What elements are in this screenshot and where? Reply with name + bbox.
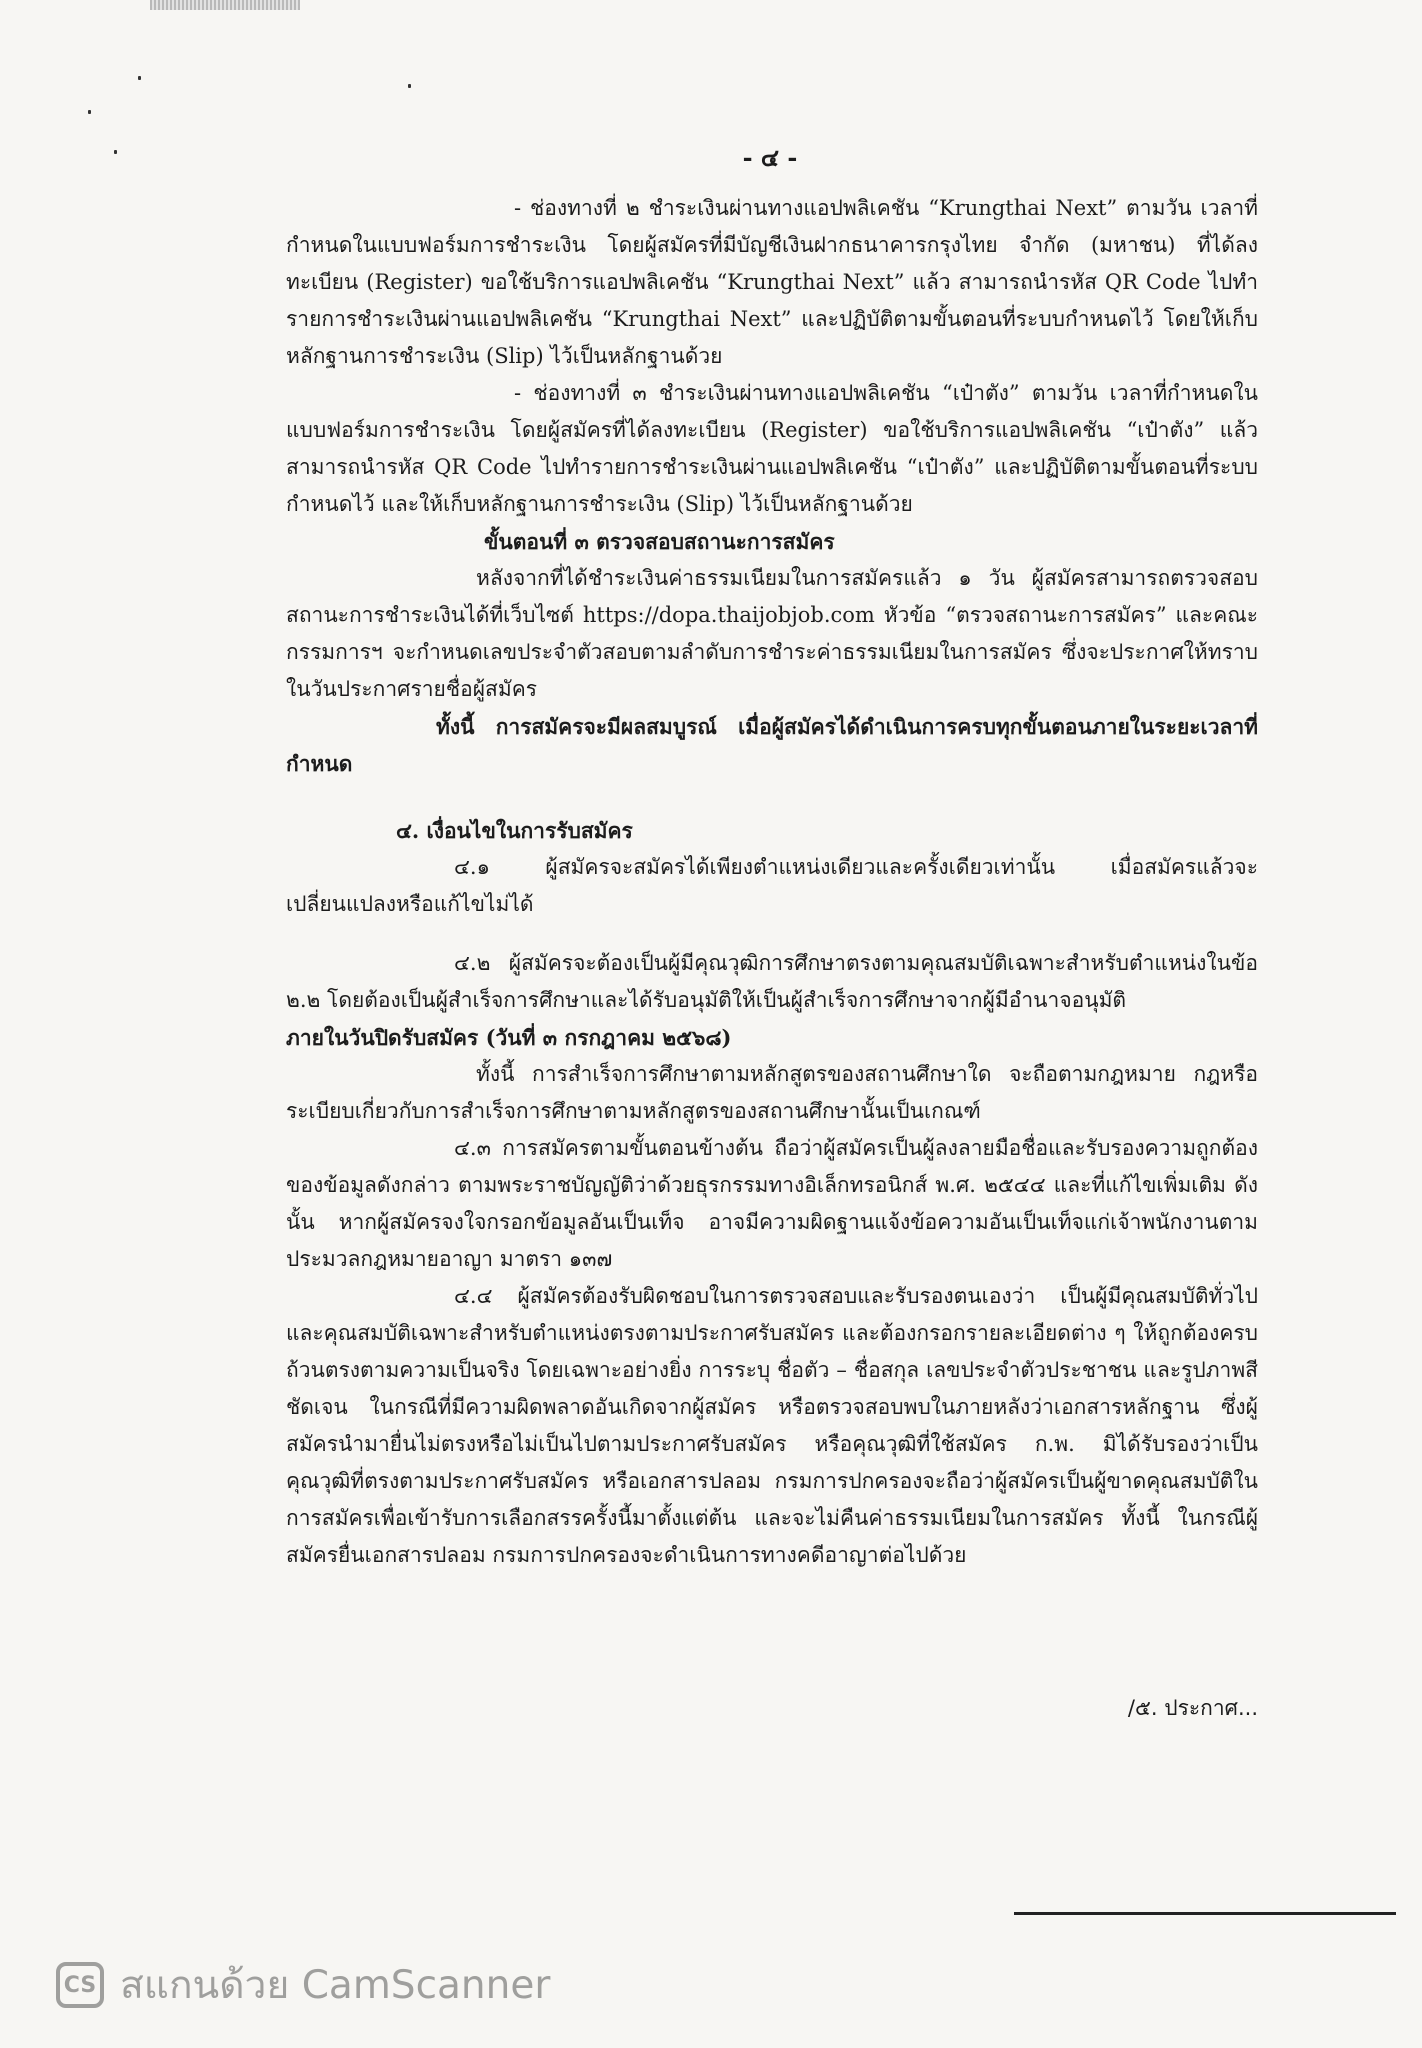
paragraph-channel-2: - ช่องทางที่ ๒ ชำระเงินผ่านทางแอปพลิเคชัน “Krungthai Next” ตามวัน เวลาที่กำหนดในแบบฟอร์มการชำระเงิน โดยผู้สมัครที่มีบัญชีเงินฝากธนาคารกรุงไทย จำกัด (มหาชน) ที่ได้ลงทะเบียน (Register) ขอใช้บริการแอปพลิเคชัน “Krungthai Next” แล้ว สามารถนำรหัส QR Code ไปทำรายการชำระเงินผ่านแอปพลิเคชัน “Krungthai Next” และปฏิบัติตามขั้นตอนที่ระบบกำหนดไว้ โดยให้เก็บหลักฐานการชำระเงิน (Slip) ไว้เป็นหลักฐานด้วย	[286, 196, 1258, 368]
section-4-heading: ๔. เงื่อนไขในการรับสมัคร	[396, 818, 633, 843]
paragraph-4-1: ๔.๑ ผู้สมัครจะสมัครได้เพียงตำแหน่งเดียวและครั้งเดียวเท่านั้น เมื่อสมัครแล้วจะเปลี่ยนแปลงหรือแก้ไขไม่ได้	[286, 855, 1258, 916]
paragraph-4-2-deadline: ภายในวันปิดรับสมัคร (วันที่ ๓ กรกฎาคม ๒๕๖๘)	[286, 1025, 732, 1050]
scan-speck	[114, 150, 117, 154]
watermark-text: สแกนด้วย CamScanner	[120, 1963, 551, 2008]
paragraph-check-status: หลังจากที่ได้ชำระเงินค่าธรรมเนียมในการสมัครแล้ว ๑ วัน ผู้สมัครสามารถตรวจสอบสถานะการชำระเงินได้ที่เว็บไซต์ https://dopa.thaijobjob.com หัวข้อ “ตรวจสถานะการสมัคร” และคณะกรรมการฯ จะกำหนดเลขประจำตัวสอบตามลำดับการชำระค่าธรรมเนียมในการสมัคร ซึ่งจะประกาศให้ทราบในวันประกาศรายชื่อผู้สมัคร	[286, 566, 1258, 701]
camscanner-watermark	[56, 1960, 550, 2010]
paragraph-channel-3: - ช่องทางที่ ๓ ชำระเงินผ่านทางแอปพลิเคชัน “เป๋าตัง” ตามวัน เวลาที่กำหนดในแบบฟอร์มการชำระเงิน โดยผู้สมัครที่ได้ลงทะเบียน (Register) ขอใช้บริการแอปพลิเคชัน “เป๋าตัง” แล้วสามารถนำรหัส QR Code ไปทำรายการชำระเงินผ่านแอปพลิเคชัน “เป๋าตัง” และปฏิบัติตามขั้นตอนที่ระบบกำหนดไว้ และให้เก็บหลักฐานการชำระเงิน (Slip) ไว้เป็นหลักฐานด้วย	[286, 381, 1258, 516]
step-3-heading: ขั้นตอนที่ ๓ ตรวจสอบสถานะการสมัคร	[484, 529, 835, 554]
page-number: - ๔ -	[742, 143, 798, 172]
scan-speck	[88, 110, 91, 114]
paragraph-4-4: ๔.๔ ผู้สมัครต้องรับผิดชอบในการตรวจสอบและรับรองตนเองว่า เป็นผู้มีคุณสมบัติทั่วไปและคุณสมบัติเฉพาะสำหรับตำแหน่งตรงตามประกาศรับสมัคร และต้องกรอกรายละเอียดต่าง ๆ ให้ถูกต้องครบถ้วนตรงตามความเป็นจริง โดยเฉพาะอย่างยิ่ง การระบุ ชื่อตัว – ชื่อสกุล เลขประจำตัวประชาชน และรูปภาพสีชัดเจน ในกรณีที่มีความผิดพลาดอันเกิดจากผู้สมัคร หรือตรวจสอบพบในภายหลังว่าเอกสารหลักฐาน ซึ่งผู้สมัครนำมายื่นไม่ตรงหรือไม่เป็นไปตามประกาศรับสมัคร หรือคุณวุฒิที่ใช้สมัคร ก.พ. มิได้รับรองว่าเป็นคุณวุฒิที่ตรงตามประกาศรับสมัคร หรือเอกสารปลอม กรมการปกครองจะถือว่าผู้สมัครเป็นผู้ขาดคุณสมบัติในการสมัครเพื่อเข้ารับการเลือกสรรครั้งนี้มาตั้งแต่ต้น และจะไม่คืนค่าธรรมเนียมในการสมัคร ทั้งนี้ ในกรณีผู้สมัครยื่นเอกสารปลอม กรมการปกครองจะดำเนินการทางคดีอาญาต่อไปด้วย	[286, 1284, 1258, 1567]
paragraph-4-3: ๔.๓ การสมัครตามขั้นตอนข้างต้น ถือว่าผู้สมัครเป็นผู้ลงลายมือชื่อและรับรองความถูกต้องของข้อมูลดังกล่าว ตามพระราชบัญญัติว่าด้วยธุรกรรมทางอิเล็กทรอนิกส์ พ.ศ. ๒๕๔๔ และที่แก้ไขเพิ่มเติม ดังนั้น หากผู้สมัครจงใจกรอกข้อมูลอันเป็นเท็จ อาจมีความผิดฐานแจ้งข้อความอันเป็นเท็จแก่เจ้าพนักงานตามประมวลกฎหมายอาญา มาตรา ๑๓๗	[286, 1136, 1258, 1271]
paragraph-4-2-note: ทั้งนี้ การสำเร็จการศึกษาตามหลักสูตรของสถานศึกษาใด จะถือตามกฎหมาย กฎหรือระเบียบเกี่ยวกับการสำเร็จการศึกษาตามหลักสูตรของสถานศึกษานั้นเป็นเกณฑ์	[286, 1062, 1258, 1123]
paragraph-completion-note: ทั้งนี้ การสมัครจะมีผลสมบูรณ์ เมื่อผู้สมัครได้ดำเนินการครบทุกขั้นตอนภายในระยะเวลาที่กำหนด	[286, 714, 1258, 776]
document-body	[286, 190, 1258, 1574]
paragraph-4-2: ๔.๒ ผู้สมัครจะต้องเป็นผู้มีคุณวุฒิการศึกษาตรงตามคุณสมบัติเฉพาะสำหรับตำแหน่งในข้อ ๒.๒ โดยต้องเป็นผู้สำเร็จการศึกษาและได้รับอนุมัติให้เป็นผู้สำเร็จการศึกษาจากผู้มีอำนาจอนุมัติ	[286, 951, 1258, 1012]
bottom-rule	[1014, 1912, 1396, 1915]
scan-speck	[138, 76, 141, 80]
scan-edge-artifact	[150, 0, 300, 10]
continuation-note: /๕. ประกาศ...	[1127, 1696, 1258, 1720]
scan-speck	[408, 84, 411, 88]
camscanner-logo-icon: CS	[56, 1962, 104, 2008]
